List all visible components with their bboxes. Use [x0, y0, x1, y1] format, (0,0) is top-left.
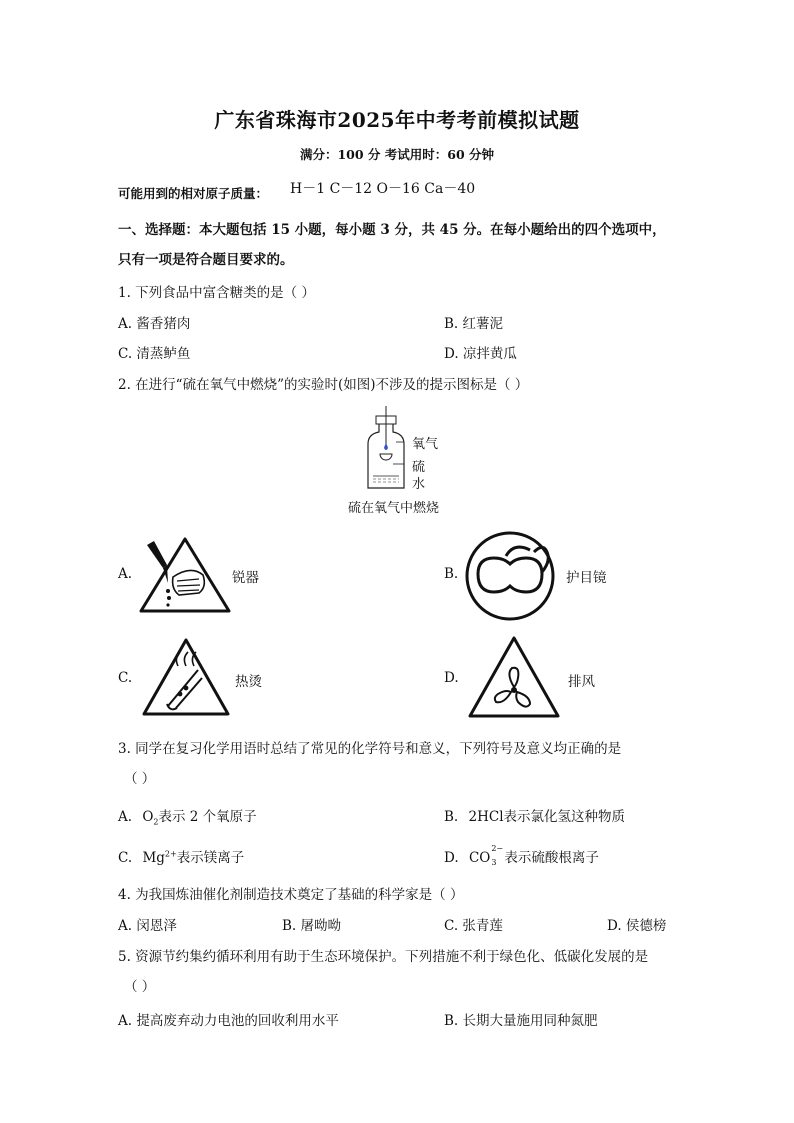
question-1-option-d: D. 凉拌黄瓜 [444, 346, 517, 362]
meaning: 表示硫酸根离子 [504, 850, 599, 866]
superscript: 2− [491, 843, 504, 853]
meaning: 表示氯化氢这种物质 [503, 809, 626, 825]
sharp-object-icon [137, 535, 233, 615]
chemical-symbol: O [142, 809, 154, 825]
meaning: 表示 2 个氧原子 [158, 809, 257, 825]
question-3-option-d [444, 843, 599, 867]
question-3-stem: 3. 同学在复习化学用语时总结了常见的化学符号和意义，下列符号及意义均正确的是 [118, 741, 622, 757]
question-5-option-b: B. 长期大量施用同种氮肥 [444, 1013, 598, 1029]
question-2-option-d-label: 排风 [568, 674, 595, 690]
superscript: 2+ [164, 849, 177, 859]
hot-surface-icon [140, 636, 232, 718]
option-letter: C. [118, 850, 133, 866]
chemical-symbol: 2HCl [468, 809, 504, 825]
question-4-option-c: C. 张青莲 [444, 918, 503, 934]
meaning: 表示镁离子 [176, 850, 245, 866]
question-5-answer-paren: （ ） [124, 979, 156, 995]
question-5-stem: 5. 资源节约集约循环利用有助于生态环境保护。下列措施不利于绿色化、低碳化发展的是 [118, 949, 649, 965]
option-letter: D. [444, 850, 459, 866]
subscript: 3 [491, 857, 497, 867]
question-2-option-d-letter: D. [444, 670, 459, 686]
question-2-option-b-label: 护目镜 [566, 570, 607, 586]
chemical-symbol: CO [468, 850, 491, 866]
section-instructions-line2: 只有一项是符合题目要求的。 [118, 252, 294, 268]
goggles-icon [464, 530, 556, 622]
question-4-option-a: A. 闵恩泽 [118, 918, 177, 934]
question-1-option-a: A. 酱香猪肉 [118, 316, 191, 332]
question-2-stem: 2. 在进行“硫在氧气中燃烧”的实验时(如图)不涉及的提示图标是（ ） [118, 377, 529, 393]
question-2-option-b-letter: B. [444, 566, 459, 582]
question-1-stem: 1. 下列食品中富含糖类的是（ ） [118, 285, 315, 301]
question-1-option-b: B. 红薯泥 [444, 316, 504, 332]
question-1-option-c: C. 清蒸鲈鱼 [118, 346, 191, 362]
option-letter: A. [118, 809, 133, 825]
question-4-option-d: D. 侯德榜 [607, 918, 667, 934]
figure-label-water: 水 [412, 477, 426, 492]
question-2-option-c-label: 热烫 [235, 674, 262, 690]
atomic-mass-label: 可能用到的相对原子质量： [118, 186, 269, 201]
question-3-answer-paren: （ ） [124, 771, 156, 787]
question-2-option-a-letter: A. [118, 566, 133, 582]
figure-label-sulfur: 硫 [412, 460, 426, 475]
page-title: 广东省珠海市2025年中考考前模拟试题 [214, 108, 580, 132]
ventilation-fan-icon [466, 634, 562, 720]
question-3-option-a [118, 805, 257, 827]
atomic-mass-values: H－1 C－12 O－16 Ca－40 [290, 181, 476, 197]
question-3-option-b [444, 805, 625, 825]
question-2-option-c-letter: C. [118, 670, 133, 686]
figure-caption: 硫在氧气中燃烧 [348, 501, 440, 516]
question-4-option-b: B. 屠呦呦 [282, 918, 342, 934]
figure-label-oxygen: 氧气 [412, 437, 439, 452]
subscript: 2 [153, 817, 159, 827]
question-3-option-c [118, 846, 244, 866]
option-letter: B. [444, 809, 459, 825]
chemical-symbol: Mg [142, 850, 165, 866]
section-instructions-line1: 一、选择题：本大题包括 15 小题，每小题 3 分，共 45 分。在每小题给出的四个选项中， [118, 222, 666, 238]
exam-info: 满分：100 分 考试用时：60 分钟 [299, 147, 495, 162]
question-5-option-a: A. 提高废弃动力电池的回收利用水平 [118, 1013, 339, 1029]
question-2-option-a-label: 锐器 [232, 570, 259, 586]
question-4-stem: 4. 为我国炼油催化剂制造技术奠定了基础的科学家是（ ） [118, 887, 464, 903]
